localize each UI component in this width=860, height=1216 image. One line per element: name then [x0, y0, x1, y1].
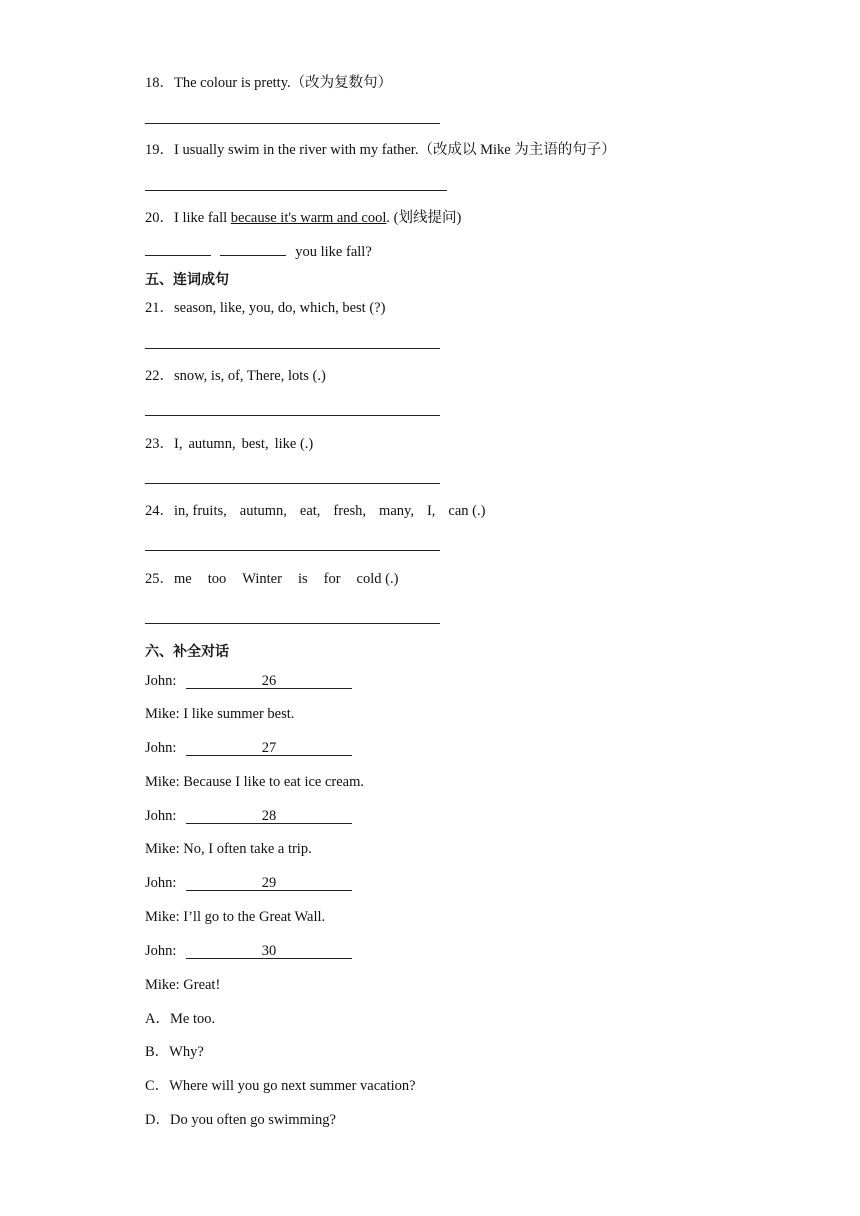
speaker: Mike:: [145, 909, 180, 925]
question-25: [145, 570, 398, 588]
word: many,: [379, 503, 414, 519]
dialogue-line: [145, 739, 352, 757]
word: me: [174, 571, 192, 587]
dialogue-line: [145, 773, 364, 791]
dialogue-text: I like summer best.: [183, 706, 295, 722]
word: can (.): [448, 503, 486, 519]
word: autumn,: [239, 503, 287, 519]
section-title: 六、补全对话: [145, 644, 229, 660]
word: best,: [241, 436, 269, 452]
answer-line-23: [145, 483, 440, 484]
speaker: Mike:: [145, 706, 180, 722]
word: autumn,: [188, 436, 236, 452]
answer-tail: you like fall?: [295, 244, 372, 260]
option-a: [145, 1010, 215, 1028]
question-18: [145, 74, 392, 92]
answer-blank: [220, 243, 286, 256]
question-text: I usually swim in the river with my father.（改成以 Mike 为主语的句子）: [174, 142, 616, 158]
speaker: Mike:: [145, 977, 180, 993]
question-text-pre: I like fall: [174, 210, 231, 226]
speaker: Mike:: [145, 774, 180, 790]
dialogue-line: [145, 976, 220, 994]
dialogue-line: [145, 874, 352, 892]
option-b: [145, 1043, 204, 1061]
answer-line-24: [145, 550, 440, 551]
question-text: snow, is, of, There, lots (.): [174, 368, 326, 384]
speaker: Mike:: [145, 841, 180, 857]
answer-row-20: [145, 243, 372, 261]
dialogue-blank: 30: [186, 944, 352, 959]
dialogue-text: Great!: [183, 977, 221, 993]
speaker: John:: [145, 943, 177, 959]
dialogue-blank: 27: [186, 741, 352, 756]
dialogue-blank: 26: [186, 674, 352, 689]
word: like (.): [274, 436, 314, 452]
dialogue-line: [145, 908, 325, 926]
dialogue-line: [145, 807, 352, 825]
dialogue-text: I’ll go to the Great Wall.: [183, 909, 326, 925]
word: eat,: [299, 503, 321, 519]
dialogue-line: [145, 705, 294, 723]
option-letter: C．: [145, 1078, 170, 1094]
option-d: [145, 1111, 336, 1129]
dialogue-blank: 28: [186, 809, 352, 824]
option-text: Do you often go swimming?: [169, 1112, 336, 1128]
question-text: The colour is pretty.（改为复数句）: [174, 75, 393, 91]
dialogue-text: Because I like to eat ice cream.: [183, 774, 365, 790]
question-number: 23．: [145, 436, 174, 452]
question-number: 24．: [145, 503, 174, 519]
question-number: 21．: [145, 300, 174, 316]
word: is: [297, 571, 308, 587]
option-letter: A．: [145, 1011, 170, 1027]
question-number: 20．: [145, 210, 174, 226]
word: too: [207, 571, 227, 587]
dialogue-blank: 29: [186, 876, 352, 891]
answer-line-22: [145, 415, 440, 416]
dialogue-text: No, I often take a trip.: [183, 841, 312, 857]
word: for: [323, 571, 341, 587]
question-number: 25．: [145, 571, 174, 587]
answer-blank: [145, 243, 211, 256]
question-text: season, like, you, do, which, best (?): [174, 300, 386, 316]
word: in, fruits,: [174, 503, 227, 519]
option-letter: B．: [145, 1044, 170, 1060]
question-number: 19．: [145, 142, 174, 158]
question-number: 18．: [145, 75, 174, 91]
section-title: 五、连词成句: [145, 272, 229, 288]
question-22: [145, 367, 326, 385]
answer-line-21: [145, 348, 440, 349]
word: cold (.): [356, 571, 399, 587]
speaker: John:: [145, 673, 177, 689]
question-24: [145, 502, 485, 520]
question-21: [145, 299, 385, 317]
option-text: Me too.: [169, 1011, 216, 1027]
word: Winter: [242, 571, 282, 587]
dialogue-line: [145, 672, 352, 690]
speaker: John:: [145, 875, 177, 891]
option-text: Where will you go next summer vacation?: [169, 1078, 416, 1094]
speaker: John:: [145, 740, 177, 756]
dialogue-line: [145, 942, 352, 960]
option-letter: D．: [145, 1112, 170, 1128]
word: I,: [426, 503, 436, 519]
question-text-post: . (划线提问): [386, 210, 462, 226]
word: fresh,: [333, 503, 367, 519]
option-text: Why?: [169, 1044, 204, 1060]
question-20: [145, 209, 461, 227]
question-number: 22．: [145, 368, 174, 384]
underlined-phrase: because it's warm and cool: [230, 210, 387, 226]
option-c: [145, 1077, 416, 1095]
answer-line-25: [145, 623, 440, 624]
question-23: [145, 435, 313, 453]
answer-line-18: [145, 123, 440, 124]
speaker: John:: [145, 808, 177, 824]
answer-line-19: [145, 190, 447, 191]
dialogue-line: [145, 840, 312, 858]
question-19: [145, 141, 616, 159]
word: I,: [174, 436, 183, 452]
